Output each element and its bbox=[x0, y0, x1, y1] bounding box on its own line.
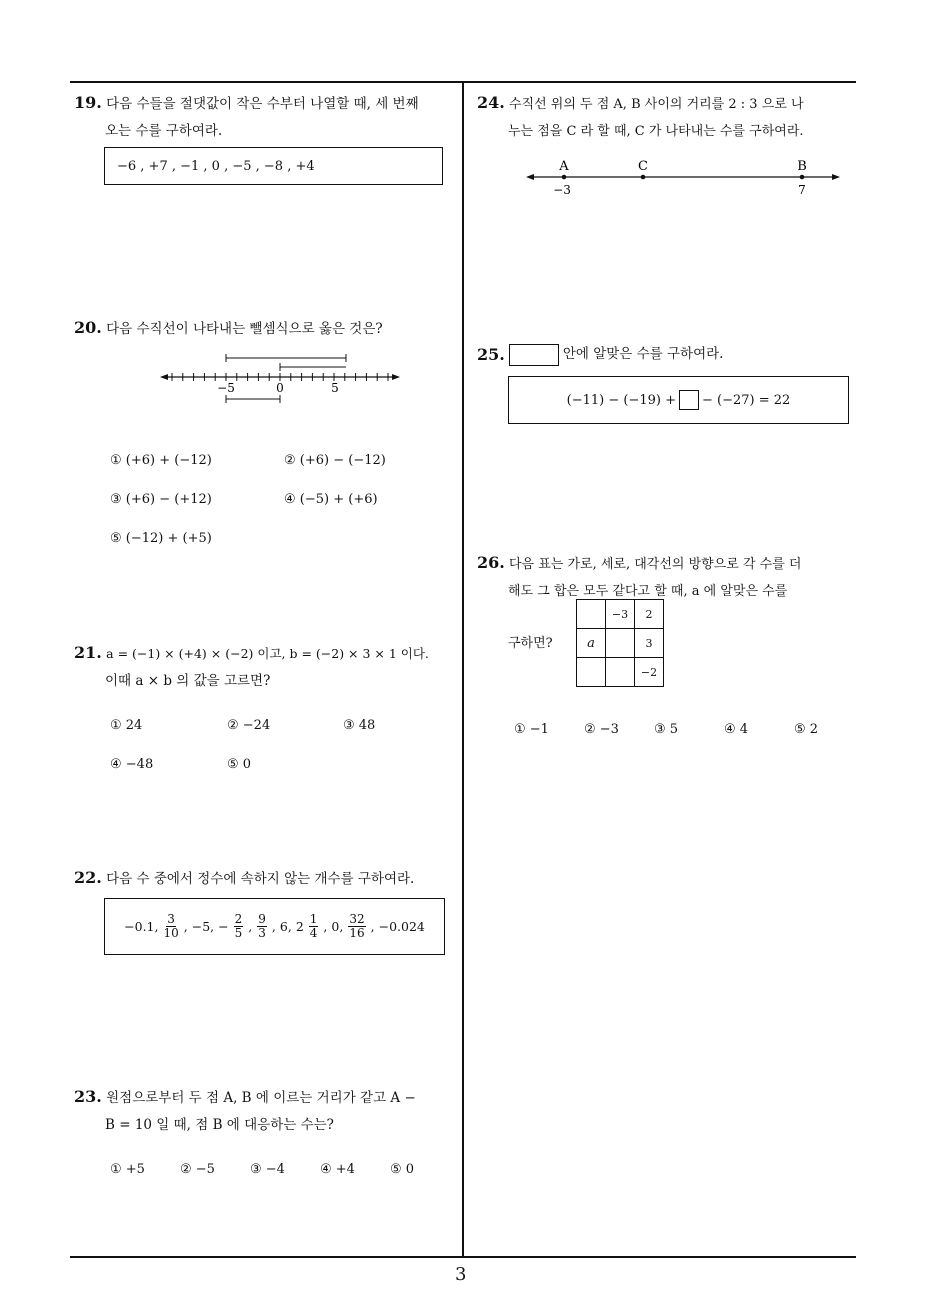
question-text: B = 10 일 때, 점 B 에 대응하는 수는? bbox=[105, 1117, 334, 1133]
option-1[interactable]: ① +5 bbox=[110, 1162, 145, 1177]
value: −0.024 bbox=[378, 919, 425, 934]
option-5[interactable]: ⑤ (−12) + (+5) bbox=[110, 531, 212, 546]
point-B: B bbox=[797, 159, 807, 174]
option-3[interactable]: ③ −4 bbox=[250, 1162, 285, 1177]
grid-cell bbox=[577, 658, 606, 687]
question-text: 안에 알맞은 수를 구하여라. bbox=[562, 346, 724, 362]
question-text: 다음 수직선이 나타내는 뺄셈식으로 옳은 것은? bbox=[106, 321, 383, 337]
question-number: 22. bbox=[74, 868, 102, 887]
grid-cell bbox=[577, 600, 606, 629]
question-23 bbox=[74, 1083, 459, 1139]
tick-label: −5 bbox=[217, 381, 235, 395]
question-number: 21. bbox=[74, 643, 102, 662]
option-1[interactable]: ① (+6) + (−12) bbox=[110, 453, 212, 468]
tick-label: 0 bbox=[276, 381, 284, 395]
option-1[interactable]: ① −1 bbox=[514, 722, 549, 737]
fraction: $\frac{9}{3}$ bbox=[258, 912, 266, 940]
question-number: 26. bbox=[477, 553, 505, 572]
question-20 bbox=[74, 314, 459, 343]
number-set-box bbox=[104, 898, 445, 955]
option-4[interactable]: ④ +4 bbox=[320, 1162, 355, 1177]
sep: , bbox=[271, 919, 276, 934]
option-4[interactable]: ④ 4 bbox=[724, 722, 749, 737]
question-number: 25. bbox=[477, 345, 505, 364]
option-5[interactable]: ⑤ 2 bbox=[794, 722, 819, 737]
value: −0.1, bbox=[124, 919, 159, 934]
value-B: 7 bbox=[798, 183, 806, 197]
fraction: $\frac{32}{16}$ bbox=[349, 912, 365, 940]
equation-box bbox=[508, 376, 849, 424]
blank-box[interactable] bbox=[679, 390, 699, 410]
question-text: 구하면? bbox=[508, 636, 553, 651]
question-number: 24. bbox=[477, 93, 505, 112]
grid-cell bbox=[606, 629, 635, 658]
grid-cell: a bbox=[577, 629, 606, 658]
grid-cell: 3 bbox=[635, 629, 664, 658]
question-text: 원점으로부터 두 점 A, B 에 이르는 거리가 같고 A − bbox=[106, 1090, 416, 1106]
equation-right: − (−27) = 22 bbox=[702, 392, 791, 408]
fraction: $\frac{3}{10}$ bbox=[163, 912, 179, 940]
page-number: 3 bbox=[455, 1264, 467, 1285]
question-24 bbox=[477, 89, 862, 145]
question-number: 23. bbox=[74, 1087, 102, 1106]
column-divider bbox=[462, 81, 464, 1258]
number-line-points bbox=[526, 154, 841, 200]
bottom-rule bbox=[70, 1256, 856, 1258]
option-5[interactable]: ⑤ 0 bbox=[227, 757, 252, 772]
value: 6, bbox=[279, 919, 292, 934]
question-text: 누는 점을 C 라 할 때, C 가 나타내는 수를 구하여라. bbox=[508, 124, 804, 139]
question-number: 20. bbox=[74, 318, 102, 337]
grid-cell: −2 bbox=[635, 658, 664, 687]
number-line-diagram bbox=[160, 350, 400, 410]
question-text: 이때 a × b 의 값을 고르면? bbox=[105, 673, 271, 689]
question-text: 해도 그 합은 모두 같다고 할 때, a 에 알맞은 수를 bbox=[508, 584, 788, 599]
question-text: 다음 수들을 절댓값이 작은 수부터 나열할 때, 세 번째 bbox=[106, 96, 419, 112]
option-2[interactable]: ② −24 bbox=[227, 718, 271, 733]
question-text: a = (−1) × (+4) × (−2) 이고, b = (−2) × 3 × 1 이다. bbox=[106, 646, 429, 661]
sep: , bbox=[248, 919, 253, 934]
value: 2 bbox=[295, 919, 304, 934]
equation-left: (−11) − (−19) + bbox=[566, 392, 677, 408]
question-22 bbox=[74, 864, 459, 893]
sep: , bbox=[183, 919, 188, 934]
fraction: $\frac{1}{4}$ bbox=[309, 912, 318, 940]
number-list-box: −6 , +7 , −1 , 0 , −5 , −8 , +4 bbox=[104, 147, 443, 185]
fraction: $\frac{2}{5}$ bbox=[234, 912, 243, 940]
question-26 bbox=[477, 549, 862, 605]
sep: , bbox=[370, 919, 375, 934]
grid-cell: 2 bbox=[635, 600, 664, 629]
option-5[interactable]: ⑤ 0 bbox=[390, 1162, 415, 1177]
question-text: 다음 표는 가로, 세로, 대각선의 방향으로 각 수를 더 bbox=[508, 557, 802, 572]
point-A: A bbox=[559, 159, 569, 174]
option-2[interactable]: ② (+6) − (−12) bbox=[284, 453, 386, 468]
grid-cell: −3 bbox=[606, 600, 635, 629]
point-C: C bbox=[638, 159, 648, 174]
option-1[interactable]: ① 24 bbox=[110, 718, 143, 733]
option-3[interactable]: ③ (+6) − (+12) bbox=[110, 492, 212, 507]
value-A: −3 bbox=[553, 183, 571, 197]
magic-square-table bbox=[576, 599, 664, 687]
value: − bbox=[218, 919, 229, 934]
sep: , bbox=[323, 919, 328, 934]
question-text: 오는 수를 구하여라. bbox=[105, 123, 223, 139]
question-number: 19. bbox=[74, 93, 102, 112]
question-19 bbox=[74, 89, 459, 145]
question-21 bbox=[74, 639, 459, 695]
tick-label: 5 bbox=[331, 381, 339, 395]
question-25 bbox=[477, 341, 862, 368]
option-3[interactable]: ③ 5 bbox=[654, 722, 679, 737]
option-2[interactable]: ② −5 bbox=[180, 1162, 215, 1177]
blank-box[interactable] bbox=[509, 344, 559, 366]
option-2[interactable]: ② −3 bbox=[584, 722, 619, 737]
option-4[interactable]: ④ (−5) + (+6) bbox=[284, 492, 378, 507]
option-3[interactable]: ③ 48 bbox=[343, 718, 376, 733]
option-4[interactable]: ④ −48 bbox=[110, 757, 154, 772]
question-text: 다음 수 중에서 정수에 속하지 않는 개수를 구하여라. bbox=[106, 871, 415, 887]
grid-cell bbox=[606, 658, 635, 687]
question-text: 수직선 위의 두 점 A, B 사이의 거리를 2 : 3 으로 나 bbox=[508, 97, 804, 112]
value: −5, bbox=[191, 919, 215, 934]
value: 0, bbox=[331, 919, 344, 934]
